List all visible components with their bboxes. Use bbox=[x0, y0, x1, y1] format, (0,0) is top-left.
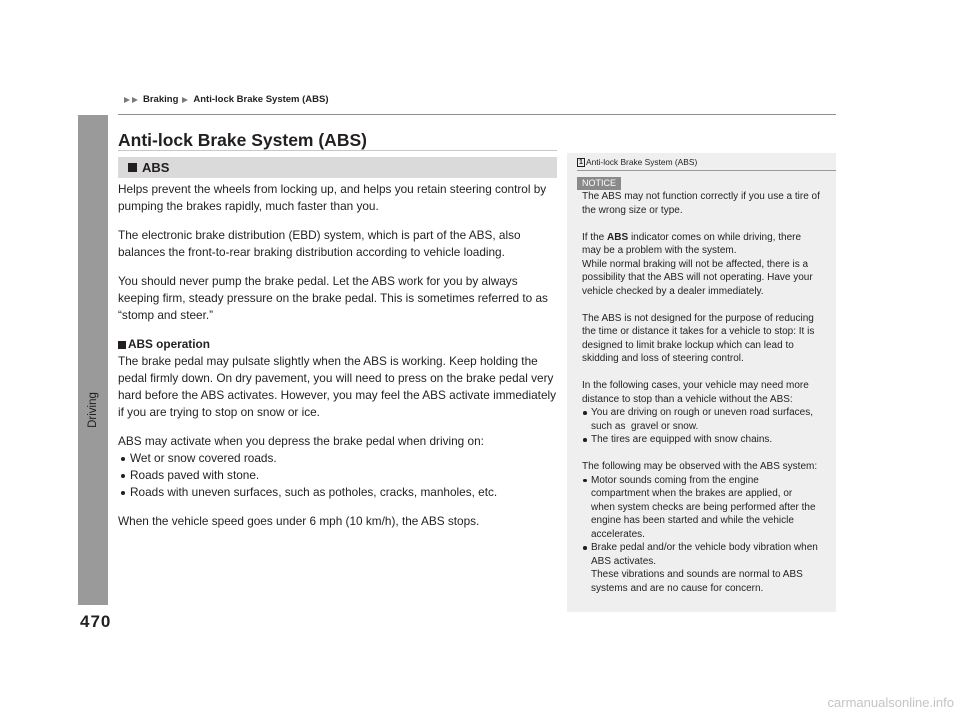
list-item-text: Brake pedal and/or the vehicle body vibration when ABS activates. bbox=[591, 542, 818, 567]
list-item bbox=[582, 474, 832, 542]
breadcrumb-arrow-icon bbox=[132, 97, 138, 103]
list-item-text: The tires are equipped with snow chains. bbox=[591, 434, 773, 445]
distance-list bbox=[582, 406, 832, 447]
paragraph-activation-conditions: ABS may activate when you depress the brake pedal when driving on: bbox=[118, 434, 484, 448]
main-content bbox=[118, 181, 566, 530]
list-item-text: Roads with uneven surfaces, such as potholes, cracks, manholes, etc. bbox=[130, 485, 498, 499]
paragraph-ebd: The electronic brake distribution (EBD) system, which is part of the ABS, also balances the front-to-rear braking distribution according to vehicle loading. bbox=[118, 228, 521, 259]
list-item bbox=[582, 406, 832, 433]
bullet-icon bbox=[121, 474, 125, 478]
paragraph-stomp-and-steer: You should never pump the brake pedal. Let the ABS work for you by always keeping firm, steady pressure on the brake pedal. This is sometimes referred to as “stomp and steer.” bbox=[118, 274, 548, 322]
bullet-icon bbox=[583, 438, 587, 442]
breadcrumb bbox=[124, 94, 333, 106]
indicator-note bbox=[582, 231, 832, 299]
breadcrumb-link-braking[interactable]: Braking bbox=[143, 94, 179, 105]
indicator-note-pre: If the bbox=[582, 231, 605, 243]
distance-intro: In the following cases, your vehicle may need more distance to stop than a vehicle without the ABS: bbox=[582, 380, 809, 405]
sidebar-body bbox=[582, 190, 832, 609]
list-item bbox=[118, 450, 566, 467]
bullet-icon bbox=[121, 457, 125, 461]
breadcrumb-arrow-icon bbox=[124, 97, 130, 103]
observed-intro: The following may be observed with the ABS system: bbox=[582, 461, 818, 472]
title-rule bbox=[118, 150, 557, 151]
sidebar-title: Anti-lock Brake System (ABS) bbox=[586, 157, 698, 167]
list-item bbox=[118, 484, 566, 501]
list-item bbox=[582, 433, 832, 447]
observed-list bbox=[582, 474, 832, 596]
sidebar-note bbox=[567, 153, 836, 612]
bullet-icon bbox=[583, 479, 587, 483]
page-number: 470 bbox=[80, 612, 112, 631]
notice-badge: NOTICE bbox=[577, 177, 621, 190]
list-item-text: Motor sounds coming from the engine compartment when the brakes are applied, or when system checks are being performed after the engine has been started and while the vehicle accelerates. bbox=[591, 474, 816, 540]
list-item-text: You are driving on rough or uneven road surfaces, such as gravel or snow. bbox=[591, 407, 813, 432]
sidebar-rule bbox=[577, 170, 836, 171]
sidebar-header bbox=[577, 157, 697, 167]
design-note: The ABS is not designed for the purpose of reducing the time or distance it takes for a vehicle to stop: It is designed to limit brake lockup which can lead to skidding and loss of steering control. bbox=[582, 312, 815, 364]
indicator-note-post: indicator comes on while driving, there may be a problem with the system. While normal braking will not be affected, there is a possibility that the ABS will not operating. Have your vehicle checked by a dealer immediately. bbox=[582, 231, 813, 297]
watermark: carmanualsonline.info bbox=[827, 695, 954, 710]
bullet-icon bbox=[583, 411, 587, 415]
paragraph-abs-operation: The brake pedal may pulsate slightly when the ABS is working. Keep holding the pedal firmly down. On dry pavement, you will need to press on the brake pedal very hard before the ABS activates. However, you may feel the ABS activate immediately if you are trying to stop on snow or ice. bbox=[118, 354, 557, 419]
list-item bbox=[118, 467, 566, 484]
square-marker-icon bbox=[128, 163, 137, 172]
bullet-icon bbox=[121, 491, 125, 495]
condition-list bbox=[118, 450, 566, 501]
subsection-heading-text: ABS operation bbox=[128, 337, 210, 351]
list-item-text: Wet or snow covered roads. bbox=[130, 451, 277, 465]
chapter-tab-label: Driving bbox=[87, 392, 99, 428]
paragraph-purpose: Helps prevent the wheels from locking up, and helps you retain steering control by pumping the brakes rapidly, much faster than you. bbox=[118, 182, 547, 213]
header-rule bbox=[118, 114, 836, 115]
page-title: Anti-lock Brake System (ABS) bbox=[118, 130, 367, 150]
section-heading: ABS bbox=[142, 160, 170, 175]
notice-text: The ABS may not function correctly if you use a tire of the wrong size or type. bbox=[582, 191, 820, 216]
list-item-text: Roads paved with stone. bbox=[130, 468, 260, 482]
paragraph-speed-cutoff: When the vehicle speed goes under 6 mph (10 km/h), the ABS stops. bbox=[118, 514, 480, 528]
breadcrumb-link-abs[interactable]: Anti-lock Brake System (ABS) bbox=[193, 94, 329, 105]
bullet-icon bbox=[583, 546, 587, 550]
subsection-heading bbox=[118, 336, 566, 353]
chapter-tab bbox=[78, 115, 108, 605]
indicator-name: ABS bbox=[607, 231, 629, 243]
section-heading-bar bbox=[118, 157, 557, 178]
observed-note: These vibrations and sounds are normal to ABS systems and are no cause for concern. bbox=[591, 569, 803, 594]
list-item bbox=[582, 541, 832, 595]
square-marker-icon bbox=[118, 341, 126, 349]
reference-marker-icon: 1 bbox=[577, 158, 585, 167]
breadcrumb-arrow-icon bbox=[182, 97, 188, 103]
